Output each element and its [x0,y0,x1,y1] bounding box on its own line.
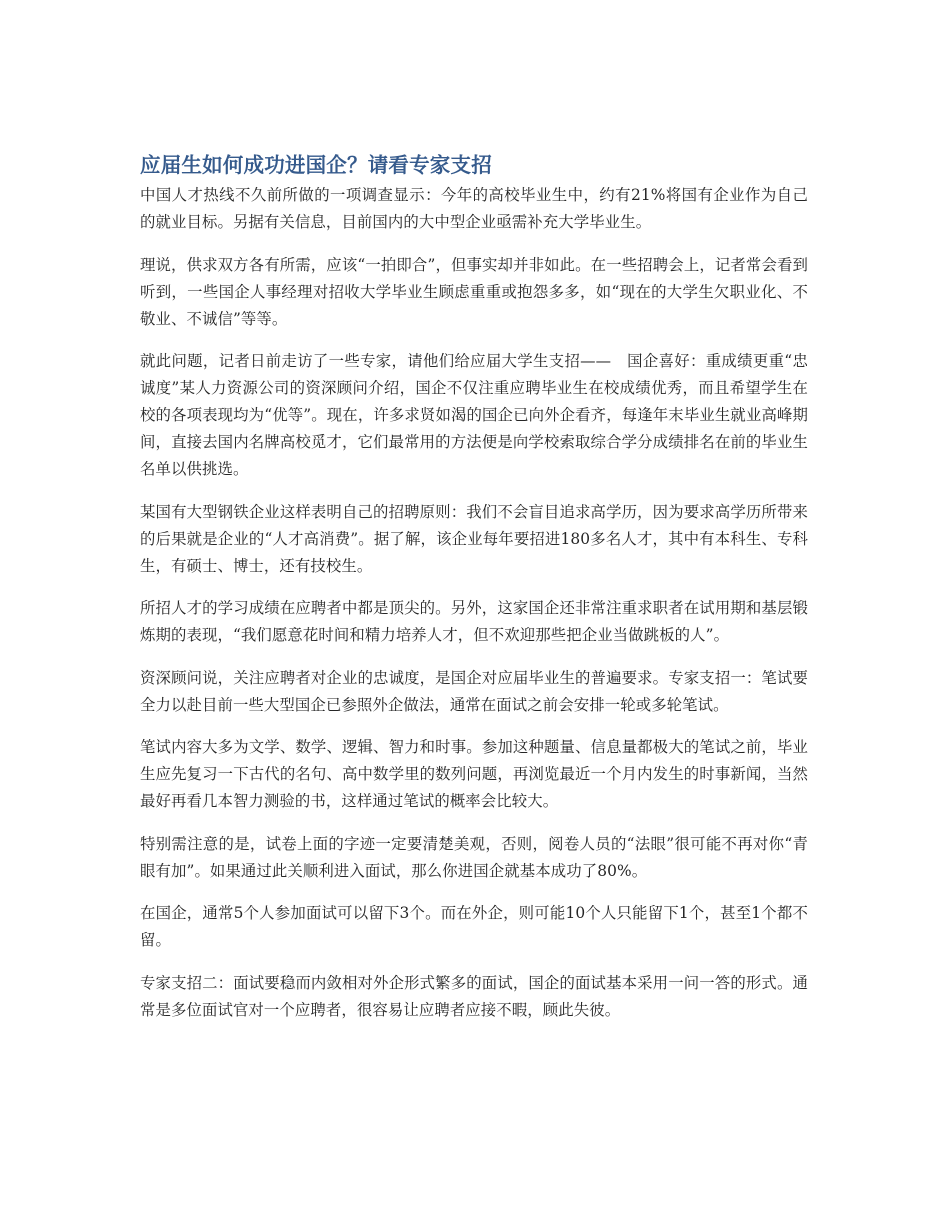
paragraph: 资深顾问说，关注应聘者对企业的忠诚度，是国企对应届毕业生的普遍要求。专家支招一：笔试要全力以赴目前一些大型国企已参照外企做法，通常在面试之前会安排一轮或多轮笔试。 [140,668,808,714]
paragraph: 专家支招二：面试要稳而内敛相对外企形式繁多的面试，国企的面试基本采用一问一答的形式。通常是多位面试官对一个应聘者，很容易让应聘者应接不暇，顾此失彼。 [140,973,808,1019]
paragraph: 所招人才的学习成绩在应聘者中都是顶尖的。另外，这家国企还非常注重求职者在试用期和基层锻炼期的表现，“我们愿意花时间和精力培养人才，但不欢迎那些把企业当做跳板的人”。 [140,599,808,644]
article-title: 应届生如何成功进国企？请看专家支招 [140,153,492,177]
paragraph: 在国企，通常5个人参加面试可以留下3个。而在外企，则可能10个人只能留下1个，甚至1个都不留。 [140,904,808,949]
paragraph: 理说，供求双方各有所需，应该“一拍即合”，但事实却并非如此。在一些招聘会上，记者常会看到听到，一些国企人事经理对招收大学毕业生顾虑重重或抱怨多多，如“现在的大学生欠职业化、不敬业、不诚信”等等。 [140,255,808,328]
paragraph: 中国人才热线不久前所做的一项调查显示：今年的高校毕业生中，约有21%将国有企业作为自己的就业目标。另据有关信息，目前国内的大中型企业亟需补充大学毕业生。 [140,186,808,231]
paragraph: 特别需注意的是，试卷上面的字迹一定要清楚美观，否则，阅卷人员的“法眼”很可能不再对你“青眼有加”。如果通过此关顺利进入面试，那么你进国企就基本成功了80%。 [140,834,808,880]
paragraph: 就此问题，记者日前走访了一些专家，请他们给应届大学生支招—— 国企喜好：重成绩更重“忠诚度”某人力资源公司的资深顾问介绍，国企不仅注重应聘毕业生在校成绩优秀，而且希望学生在校的各项表现均为“优等”。现在，许多求贤如渴的国企已向外企看齐，每逢年末毕业生就业高峰期间，直接去国内名牌高校觅才，它们最常用的方法便是向学校索取综合学分成绩排名在前的毕业生名单以供挑选。 [140,352,808,478]
paragraph: 某国有大型钢铁企业这样表明自己的招聘原则：我们不会盲目追求高学历，因为要求高学历所带来的后果就是企业的“人才高消费”。据了解，该企业每年要招进180多名人才，其中有本科生、专科生，有硕士、博士，还有技校生。 [140,502,808,575]
article-body [140,150,808,1039]
paragraph: 笔试内容大多为文学、数学、逻辑、智力和时事。参加这种题量、信息量都极大的笔试之前，毕业生应先复习一下古代的名句、高中数学里的数列问题，再浏览最近一个月内发生的时事新闻，当然最好再看几本智力测验的书，这样通过笔试的概率会比较大。 [140,738,808,810]
